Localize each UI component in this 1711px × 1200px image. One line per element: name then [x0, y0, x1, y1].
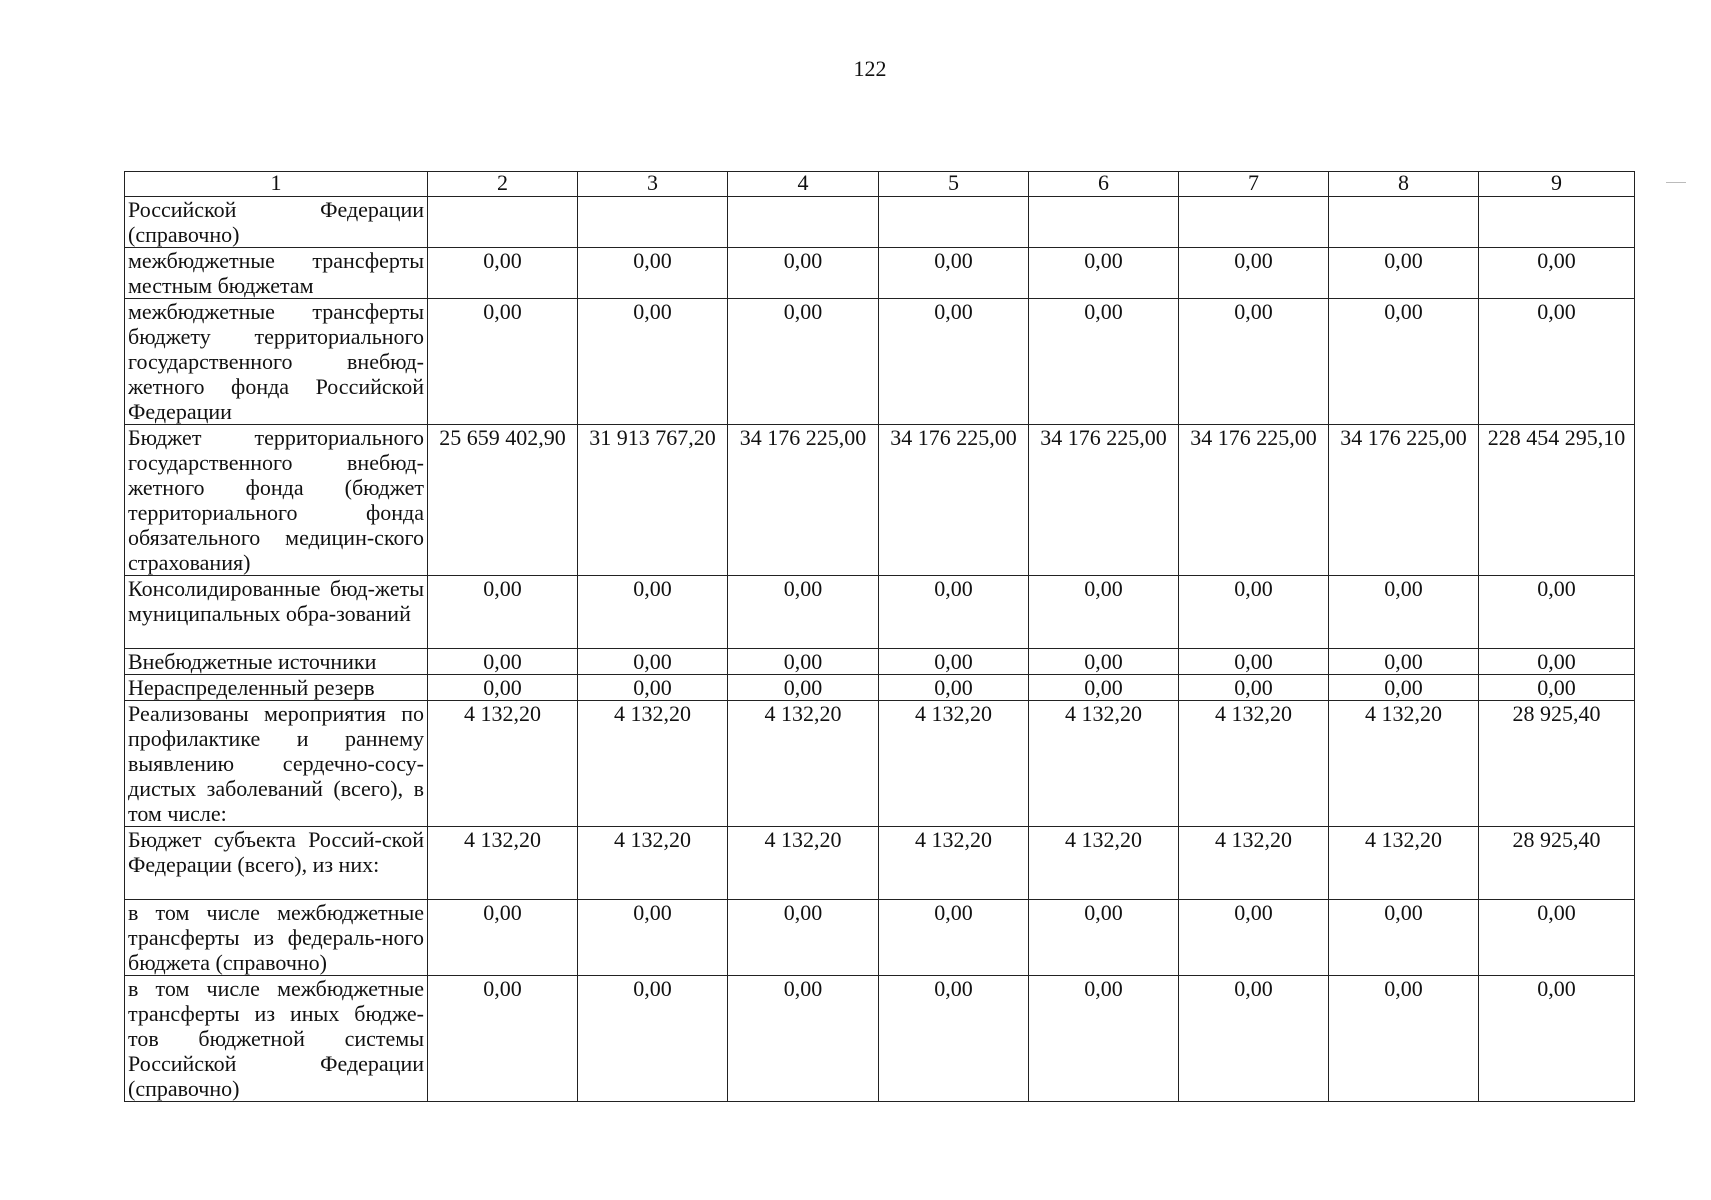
- value-cell: 0,00: [578, 900, 728, 976]
- value-cell: 0,00: [428, 675, 578, 701]
- value-cell: 0,00: [1329, 900, 1479, 976]
- value-cell: 0,00: [428, 900, 578, 976]
- value-cell: [428, 197, 578, 248]
- value-cell: 34 176 225,00: [728, 425, 879, 576]
- value-cell: 0,00: [728, 248, 879, 299]
- value-cell: [1179, 197, 1329, 248]
- value-cell: 0,00: [879, 900, 1029, 976]
- value-cell: 0,00: [1479, 248, 1635, 299]
- row-label: Нераспределенный резерв: [125, 675, 428, 701]
- value-cell: 0,00: [428, 299, 578, 425]
- column-number: 1: [125, 172, 428, 197]
- value-cell: 0,00: [728, 675, 879, 701]
- value-cell: 0,00: [1029, 649, 1179, 675]
- value-cell: 0,00: [1179, 248, 1329, 299]
- value-cell: 28 925,40: [1479, 701, 1635, 827]
- value-cell: [879, 197, 1029, 248]
- row-label: Внебюджетные источники: [125, 649, 428, 675]
- value-cell: 34 176 225,00: [1329, 425, 1479, 576]
- value-cell: 31 913 767,20: [578, 425, 728, 576]
- value-cell: 28 925,40: [1479, 827, 1635, 900]
- value-cell: 0,00: [1029, 900, 1179, 976]
- value-cell: 4 132,20: [578, 701, 728, 827]
- column-number: 9: [1479, 172, 1635, 197]
- table-row: [125, 900, 1635, 976]
- value-cell: 0,00: [1179, 976, 1329, 1102]
- column-number-row: [125, 172, 1635, 197]
- table-row: [125, 248, 1635, 299]
- value-cell: 0,00: [879, 576, 1029, 649]
- value-cell: 4 132,20: [879, 827, 1029, 900]
- value-cell: 0,00: [879, 675, 1029, 701]
- value-cell: 0,00: [1029, 248, 1179, 299]
- value-cell: 0,00: [1029, 576, 1179, 649]
- value-cell: 4 132,20: [428, 827, 578, 900]
- row-label: в том числе межбюджетные трансферты из федераль-ного бюджета (справочно): [125, 900, 428, 976]
- value-cell: [1029, 197, 1179, 248]
- column-number: 2: [428, 172, 578, 197]
- value-cell: [1479, 197, 1635, 248]
- value-cell: 4 132,20: [1329, 701, 1479, 827]
- value-cell: 4 132,20: [1029, 701, 1179, 827]
- table-row: [125, 197, 1635, 248]
- value-cell: 0,00: [578, 299, 728, 425]
- value-cell: 0,00: [728, 576, 879, 649]
- value-cell: 25 659 402,90: [428, 425, 578, 576]
- value-cell: 4 132,20: [578, 827, 728, 900]
- value-cell: 0,00: [578, 248, 728, 299]
- row-label: Бюджет территориального государственного внебюд-жетного фонда (бюджет территориального фонда обязательного медицин-ского страхования): [125, 425, 428, 576]
- value-cell: 0,00: [578, 675, 728, 701]
- table-row: [125, 701, 1635, 827]
- page-number: 122: [853, 56, 887, 81]
- value-cell: 4 132,20: [1179, 701, 1329, 827]
- value-cell: 0,00: [1479, 576, 1635, 649]
- value-cell: 0,00: [1029, 675, 1179, 701]
- value-cell: 34 176 225,00: [1029, 425, 1179, 576]
- value-cell: 0,00: [1479, 976, 1635, 1102]
- value-cell: 0,00: [578, 649, 728, 675]
- value-cell: 0,00: [1479, 675, 1635, 701]
- table-row: [125, 675, 1635, 701]
- value-cell: 0,00: [1029, 299, 1179, 425]
- row-label: межбюджетные трансферты местным бюджетам: [125, 248, 428, 299]
- value-cell: 0,00: [1179, 900, 1329, 976]
- scan-mark: [1666, 182, 1686, 183]
- budget-table: [124, 171, 1635, 1102]
- table-row: [125, 976, 1635, 1102]
- table-row: [125, 827, 1635, 900]
- value-cell: 4 132,20: [1179, 827, 1329, 900]
- table-row: [125, 425, 1635, 576]
- column-number: 4: [728, 172, 879, 197]
- value-cell: 0,00: [1479, 900, 1635, 976]
- value-cell: 0,00: [879, 976, 1029, 1102]
- value-cell: 0,00: [428, 649, 578, 675]
- table-body: [125, 197, 1635, 1102]
- value-cell: 0,00: [1029, 976, 1179, 1102]
- value-cell: 0,00: [1329, 299, 1479, 425]
- column-number: 5: [879, 172, 1029, 197]
- value-cell: 4 132,20: [728, 827, 879, 900]
- value-cell: 34 176 225,00: [879, 425, 1029, 576]
- value-cell: 0,00: [1179, 649, 1329, 675]
- value-cell: 0,00: [428, 976, 578, 1102]
- value-cell: 0,00: [1179, 299, 1329, 425]
- value-cell: 0,00: [879, 649, 1029, 675]
- column-number: 3: [578, 172, 728, 197]
- value-cell: [578, 197, 728, 248]
- value-cell: 4 132,20: [728, 701, 879, 827]
- value-cell: 0,00: [728, 976, 879, 1102]
- value-cell: 0,00: [578, 576, 728, 649]
- row-label: межбюджетные трансферты бюджету территориального государственного внебюд-жетного фонда Российской Федерации: [125, 299, 428, 425]
- value-cell: 4 132,20: [428, 701, 578, 827]
- value-cell: 0,00: [1479, 649, 1635, 675]
- value-cell: 0,00: [1479, 299, 1635, 425]
- value-cell: 0,00: [1329, 976, 1479, 1102]
- value-cell: 4 132,20: [1329, 827, 1479, 900]
- value-cell: [1329, 197, 1479, 248]
- table-row: [125, 299, 1635, 425]
- value-cell: 0,00: [1329, 675, 1479, 701]
- column-number: 8: [1329, 172, 1479, 197]
- value-cell: [728, 197, 879, 248]
- value-cell: 0,00: [578, 976, 728, 1102]
- value-cell: 0,00: [1329, 248, 1479, 299]
- table-row: [125, 576, 1635, 649]
- value-cell: 34 176 225,00: [1179, 425, 1329, 576]
- value-cell: 0,00: [879, 248, 1029, 299]
- row-label: Российской Федерации (справочно): [125, 197, 428, 248]
- value-cell: 0,00: [1179, 675, 1329, 701]
- value-cell: 0,00: [879, 299, 1029, 425]
- value-cell: 0,00: [1329, 649, 1479, 675]
- value-cell: 0,00: [728, 649, 879, 675]
- row-label: в том числе межбюджетные трансферты из иных бюдже-тов бюджетной системы Российской Федерации (справочно): [125, 976, 428, 1102]
- row-label: Бюджет субъекта Россий-ской Федерации (всего), из них:: [125, 827, 428, 900]
- column-number: 6: [1029, 172, 1179, 197]
- value-cell: 228 454 295,10: [1479, 425, 1635, 576]
- value-cell: 0,00: [428, 576, 578, 649]
- value-cell: 0,00: [728, 299, 879, 425]
- column-number: 7: [1179, 172, 1329, 197]
- value-cell: 0,00: [1329, 576, 1479, 649]
- value-cell: 4 132,20: [879, 701, 1029, 827]
- row-label: Реализованы мероприятия по профилактике и раннему выявлению сердечно-сосу-дистых заболеваний (всего), в том числе:: [125, 701, 428, 827]
- value-cell: 0,00: [428, 248, 578, 299]
- value-cell: 0,00: [1179, 576, 1329, 649]
- row-label: Консолидированные бюд-жеты муниципальных обра-зований: [125, 576, 428, 649]
- value-cell: 4 132,20: [1029, 827, 1179, 900]
- table-row: [125, 649, 1635, 675]
- value-cell: 0,00: [728, 900, 879, 976]
